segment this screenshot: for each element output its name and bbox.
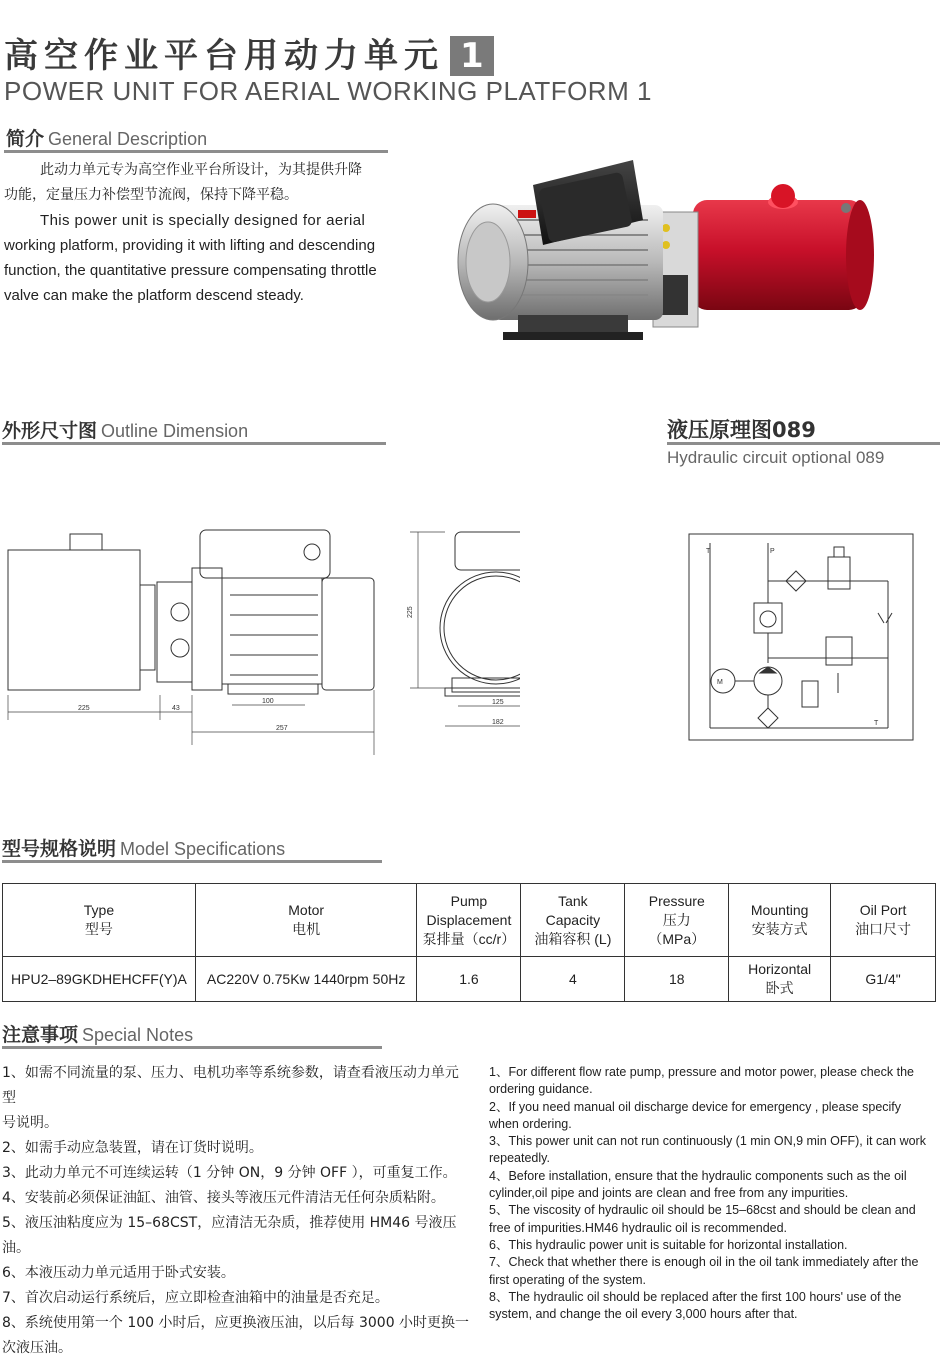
head-en: General Description	[48, 129, 208, 149]
col-motor: Motor 电机	[195, 884, 417, 957]
note-line: 2、If you need manual oil discharge device for emergency , please specify	[489, 1099, 902, 1114]
note-line: ordering guidance.	[489, 1082, 593, 1097]
note-line: 6、This hydraulic power unit is suitable for horizontal installation.	[489, 1237, 848, 1252]
title-number-badge: 1	[450, 36, 494, 76]
dim-225: 225	[78, 705, 90, 712]
note-line: 8、The hydraulic oil should be replaced after the first 100 hours' use of the	[489, 1289, 902, 1304]
page-title	[4, 28, 494, 77]
note-line: 6、本液压动力单元适用于卧式安装。	[2, 1265, 235, 1281]
col-oil-port: Oil Port 油口尺寸	[831, 884, 936, 957]
note-line: 7、Check that whether there is enough oil in the oil tank immediately after the	[489, 1255, 919, 1270]
note-line: 4、安装前必须保证油缸、油管、接头等液压元件清洁无任何杂质粘附。	[2, 1190, 445, 1206]
hydraulic-subtitle: Hydraulic circuit optional 089	[667, 448, 885, 467]
section-rule	[2, 442, 386, 445]
note-line: 号说明。	[2, 1115, 58, 1131]
desc-en-line: function, the quantitative pressure compensating throttle	[4, 262, 377, 279]
description-text	[4, 158, 392, 308]
cell-mounting: Horizontal 卧式	[729, 957, 831, 1002]
desc-cn-line: 功能，定量压力补偿型节流阀，保持下降平稳。	[4, 187, 298, 203]
note-line: 5、液压油粘度应为 15–68CST，应清洁无杂质，推荐使用 HM46 号液压油。	[2, 1215, 457, 1256]
head-cn: 简介	[6, 128, 45, 150]
title-cn: 高空作业平台用动力单元	[4, 36, 444, 76]
col-tank: Tank Capacity 油箱容积 (L)	[521, 884, 625, 957]
section-head-notes	[2, 1020, 193, 1047]
note-line: cylinder,oil pipe and joints are clean and free from any impurities.	[489, 1186, 849, 1201]
note-line: free of impurities.HM46 hydraulic oil is recommended.	[489, 1220, 788, 1235]
head-cn: 型号规格说明	[2, 838, 117, 860]
note-line: 1、For different flow rate pump, pressure and motor power, please check the	[489, 1065, 914, 1079]
note-line: 次液压油。	[2, 1340, 72, 1356]
model-spec-table	[2, 883, 936, 1002]
note-line: first operating of the system.	[489, 1272, 647, 1287]
note-line: 2、如需手动应急装置，请在订货时说明。	[2, 1140, 263, 1156]
col-type: Type 型号	[3, 884, 196, 957]
col-mounting: Mounting 安装方式	[729, 884, 831, 957]
cell-pressure: 18	[625, 957, 729, 1002]
head-en: Special Notes	[82, 1025, 194, 1045]
dim-182: 182	[492, 719, 504, 726]
note-line: 1、如需不同流量的泵、压力、电机功率等系统参数，请查看液压动力单元型	[2, 1065, 459, 1106]
page-title-en: POWER UNIT FOR AERIAL WORKING PLATFORM 1	[4, 76, 652, 106]
section-head-hydraulic: 液压原理图089	[667, 418, 816, 442]
section-rule	[4, 150, 388, 153]
head-en: Outline Dimension	[101, 421, 249, 441]
note-line: 8、系统使用第一个 100 小时后，应更换液压油，以后每 3000 小时更换一	[2, 1315, 470, 1331]
desc-en-line: valve can make the platform descend steady.	[4, 287, 304, 304]
desc-en-line: This power unit is specially designed for aerial	[40, 212, 366, 229]
head-cn: 注意事项	[2, 1024, 79, 1046]
section-rule	[2, 1046, 382, 1049]
port-label-p: P	[770, 548, 775, 555]
note-line: repeatedly.	[489, 1151, 550, 1166]
cell-oil-port: G1/4"	[831, 957, 936, 1002]
section-head-model	[2, 834, 285, 861]
desc-cn-line: 此动力单元专为高空作业平台所设计，为其提供升降	[40, 162, 362, 178]
notes-en	[489, 1064, 938, 1323]
note-line: 3、This power unit can not run continuously (1 min ON,9 min OFF), it can work	[489, 1134, 926, 1149]
dim-225-vertical: 225	[407, 606, 414, 618]
note-line: 4、Before installation, ensure that the hydraulic components such as the oil	[489, 1168, 907, 1183]
hydraulic-circuit-diagram	[688, 533, 914, 743]
motor-label: M	[717, 679, 723, 686]
cell-pump: 1.6	[417, 957, 521, 1002]
dim-257: 257	[276, 725, 288, 732]
col-pressure: Pressure 压力 （MPa）	[625, 884, 729, 957]
section-rule	[2, 860, 382, 863]
cell-tank: 4	[521, 957, 625, 1002]
table-header-row	[3, 884, 936, 957]
cell-type: HPU2–89GKDHEHCFF(Y)A	[3, 957, 196, 1002]
head-cn: 外形尺寸图	[2, 420, 98, 442]
notes-cn	[2, 1061, 472, 1361]
col-pump: Pump Displacement 泵排量（cc/r）	[417, 884, 521, 957]
note-line: 7、首次启动运行系统后，应立即检查油箱中的油量是否充足。	[2, 1290, 389, 1306]
dim-125: 125	[492, 699, 504, 706]
section-rule	[667, 442, 940, 445]
product-photo	[448, 150, 898, 350]
note-line: 5、The viscosity of hydraulic oil should be 15–68cst and should be clean and	[489, 1203, 916, 1218]
section-head-description	[6, 124, 207, 151]
section-head-outline	[2, 416, 248, 443]
head-en: Model Specifications	[120, 839, 286, 859]
dim-43: 43	[172, 705, 180, 712]
note-line: 3、此动力单元不可连续运转（1 分钟 ON，9 分钟 OFF ），可重复工作。	[2, 1165, 457, 1181]
table-row	[3, 957, 936, 1002]
dim-100: 100	[262, 698, 274, 705]
desc-en-line: working platform, providing it with lifting and descending	[4, 237, 376, 254]
port-label-t-return: T	[874, 720, 879, 727]
note-line: system, and change the oil every 3,000 hours after that.	[489, 1307, 798, 1322]
note-line: when ordering.	[489, 1116, 572, 1131]
cell-motor: AC220V 0.75Kw 1440rpm 50Hz	[195, 957, 417, 1002]
outline-dimension-drawing	[0, 520, 520, 770]
port-label-t: T	[706, 548, 711, 555]
